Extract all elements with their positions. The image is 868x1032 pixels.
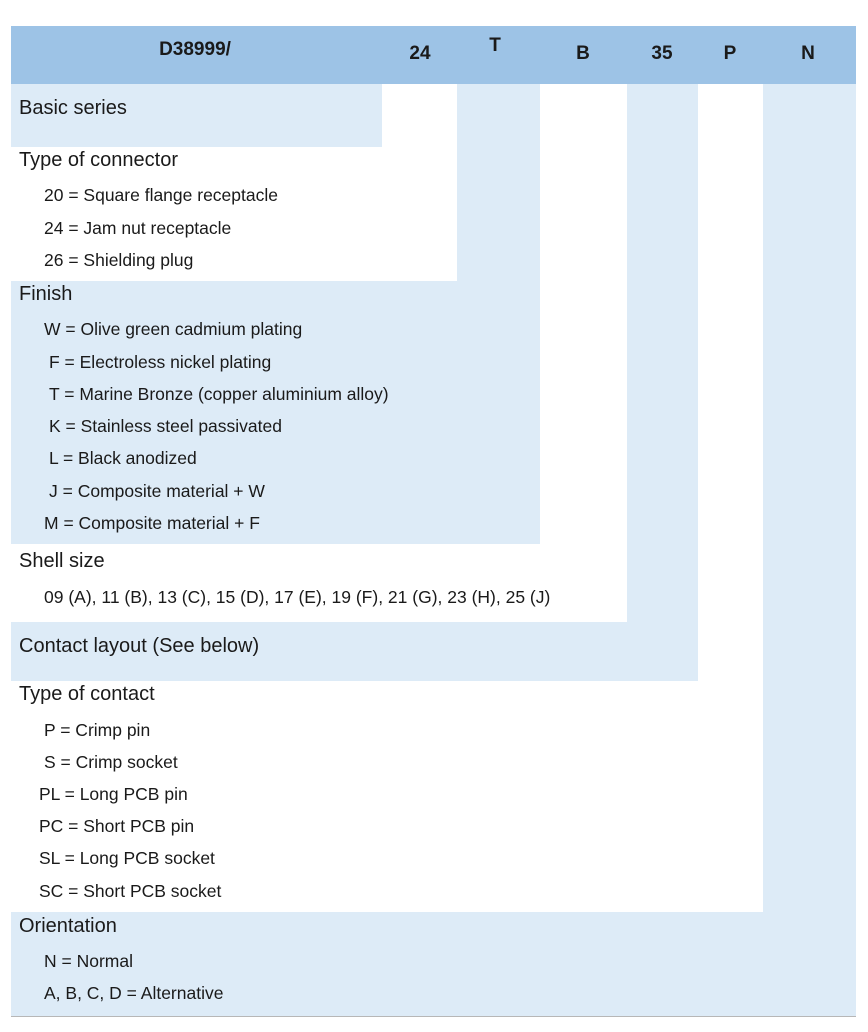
finish-item: F = Electroless nickel plating	[49, 352, 272, 372]
section-title-orientation: Orientation	[19, 915, 117, 937]
contact-item: PL = Long PCB pin	[39, 784, 188, 804]
finish-item: K = Stainless steel passivated	[49, 416, 282, 436]
finish-item: M = Composite material + F	[44, 513, 260, 533]
shell-size-item: 09 (A), 11 (B), 13 (C), 15 (D), 17 (E), 19 (F), 21 (G), 23 (H), 25 (J)	[44, 587, 551, 607]
contact-item: PC = Short PCB pin	[39, 816, 195, 836]
section-title-contact-layout: Contact layout (See below)	[19, 635, 260, 657]
orientation-item: N = Normal	[44, 951, 133, 971]
section-title-shell-size: Shell size	[19, 550, 105, 572]
column-band-orientation	[763, 84, 856, 1016]
section-title-type-of-contact: Type of contact	[19, 683, 155, 705]
section-title-finish: Finish	[19, 283, 73, 305]
contact-item: SL = Long PCB socket	[39, 848, 215, 868]
connector-item: 20 = Square flange receptacle	[44, 185, 278, 205]
section-title-basic-series: Basic series	[19, 97, 127, 119]
finish-item: L = Black anodized	[49, 448, 197, 468]
finish-item: T = Marine Bronze (copper aluminium alloy)	[49, 384, 389, 404]
section-title-type-of-connector: Type of connector	[19, 149, 178, 171]
header-code-connector-type: 24	[409, 43, 431, 64]
orientation-item: A, B, C, D = Alternative	[44, 983, 224, 1003]
finish-item: W = Olive green cadmium plating	[44, 319, 303, 339]
connector-item: 26 = Shielding plug	[44, 250, 194, 270]
header-code-contact-layout: 35	[651, 43, 673, 64]
header-code-finish: T	[489, 35, 501, 56]
bottom-border	[11, 1016, 856, 1017]
header-code-orientation: N	[801, 43, 815, 64]
connector-item: 24 = Jam nut receptacle	[44, 218, 232, 238]
header-code-basic-series: D38999/	[159, 39, 231, 60]
contact-item: SC = Short PCB socket	[39, 881, 222, 901]
header-code-contact-type: P	[723, 43, 737, 64]
contact-item: P = Crimp pin	[44, 720, 151, 740]
column-band-contact-layout	[627, 84, 698, 681]
header-code-shell-size: B	[576, 43, 590, 64]
finish-item: J = Composite material + W	[49, 481, 265, 501]
contact-item: S = Crimp socket	[44, 752, 178, 772]
